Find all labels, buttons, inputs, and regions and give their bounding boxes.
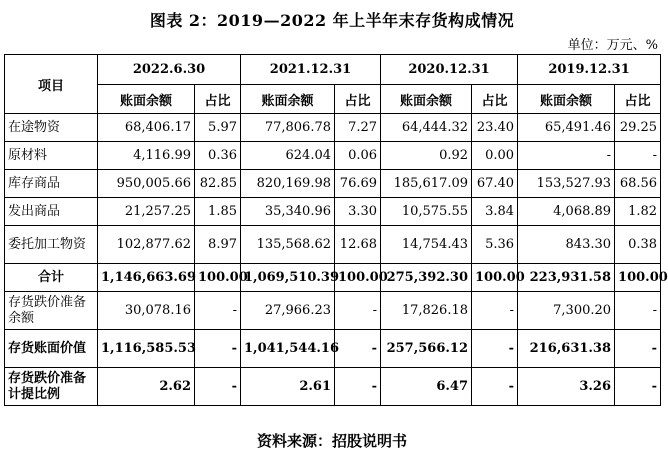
table-row bbox=[5, 330, 661, 368]
cell-value: - bbox=[335, 330, 381, 368]
cell-value: 3.84 bbox=[472, 198, 518, 226]
cell-value: - bbox=[615, 368, 661, 406]
table-row bbox=[5, 114, 661, 142]
cell-value: 100.00 bbox=[195, 264, 241, 292]
cell-value: - bbox=[195, 330, 241, 368]
cell-value: 82.85 bbox=[195, 170, 241, 198]
cell-value: 4,068.89 bbox=[518, 198, 615, 226]
cell-value: 14,754.43 bbox=[381, 226, 472, 264]
cell-value: 2.61 bbox=[241, 368, 335, 406]
inventory-table bbox=[4, 54, 668, 406]
row-label: 在途物资 bbox=[5, 114, 98, 142]
cell-value: 6.47 bbox=[381, 368, 472, 406]
cell-value: - bbox=[335, 368, 381, 406]
cell-value: 77,806.78 bbox=[241, 114, 335, 142]
header-balance: 账面余额 bbox=[518, 85, 615, 114]
header-balance: 账面余额 bbox=[241, 85, 335, 114]
header-row-sub bbox=[5, 85, 661, 114]
table-row bbox=[5, 170, 661, 198]
cell-value: 0.92 bbox=[381, 142, 472, 170]
cell-value: - bbox=[615, 330, 661, 368]
cell-value: 3.26 bbox=[518, 368, 615, 406]
header-period: 2019.12.31 bbox=[518, 55, 661, 85]
cell-value: - bbox=[335, 292, 381, 330]
cell-value: 624.04 bbox=[241, 142, 335, 170]
header-period: 2020.12.31 bbox=[381, 55, 518, 85]
cell-value: 5.97 bbox=[195, 114, 241, 142]
cell-value: 843.30 bbox=[518, 226, 615, 264]
table-row bbox=[5, 142, 661, 170]
cell-value: 100.00 bbox=[335, 264, 381, 292]
cell-value: 223,931.58 bbox=[518, 264, 615, 292]
cell-value: 153,527.93 bbox=[518, 170, 615, 198]
cell-value: 1.85 bbox=[195, 198, 241, 226]
cell-value: 135,568.62 bbox=[241, 226, 335, 264]
table-row bbox=[5, 198, 661, 226]
cell-value: 1,116,585.53 bbox=[98, 330, 195, 368]
cell-value: 4,116.99 bbox=[98, 142, 195, 170]
row-label: 原材料 bbox=[5, 142, 98, 170]
cell-value: 12.68 bbox=[335, 226, 381, 264]
cell-value: 27,966.23 bbox=[241, 292, 335, 330]
header-row-periods bbox=[5, 55, 661, 85]
table-row bbox=[5, 368, 661, 406]
cell-value: - bbox=[195, 292, 241, 330]
cell-value: 102,877.62 bbox=[98, 226, 195, 264]
cell-value: 68.56 bbox=[615, 170, 661, 198]
cell-value: 30,078.16 bbox=[98, 292, 195, 330]
cell-value: 2.62 bbox=[98, 368, 195, 406]
cell-value: 0.06 bbox=[335, 142, 381, 170]
figure-title: 图表 2：2019—2022 年上半年末存货构成情况 bbox=[149, 11, 515, 30]
row-label: 发出商品 bbox=[5, 198, 98, 226]
source-note: 资料来源：招股说明书 bbox=[256, 432, 407, 450]
header-ratio: 占比 bbox=[195, 85, 241, 114]
cell-value: 1.82 bbox=[615, 198, 661, 226]
header-item: 项目 bbox=[5, 55, 98, 114]
cell-value: 950,005.66 bbox=[98, 170, 195, 198]
cell-value: 257,566.12 bbox=[381, 330, 472, 368]
cell-value: - bbox=[472, 292, 518, 330]
cell-value: 216,631.38 bbox=[518, 330, 615, 368]
row-label: 存货跌价准备余额 bbox=[5, 292, 98, 330]
cell-value: 5.36 bbox=[472, 226, 518, 264]
cell-value: 1,146,663.69 bbox=[98, 264, 195, 292]
header-ratio: 占比 bbox=[472, 85, 518, 114]
header-balance: 账面余额 bbox=[98, 85, 195, 114]
cell-value: 820,169.98 bbox=[241, 170, 335, 198]
row-label: 存货跌价准备计提比例 bbox=[5, 368, 98, 406]
cell-value: 100.00 bbox=[472, 264, 518, 292]
cell-value: 35,340.96 bbox=[241, 198, 335, 226]
total-row bbox=[5, 264, 661, 292]
cell-value: 76.69 bbox=[335, 170, 381, 198]
cell-value: 21,257.25 bbox=[98, 198, 195, 226]
cell-value: 0.38 bbox=[615, 226, 661, 264]
cell-value: 23.40 bbox=[472, 114, 518, 142]
cell-value: 0.00 bbox=[472, 142, 518, 170]
header-period: 2022.6.30 bbox=[98, 55, 241, 85]
cell-value: 68,406.17 bbox=[98, 114, 195, 142]
unit-note: 单位：万元、% bbox=[567, 38, 658, 53]
row-label: 委托加工物资 bbox=[5, 226, 98, 264]
table-row bbox=[5, 226, 661, 264]
cell-value: 65,491.46 bbox=[518, 114, 615, 142]
cell-value: 8.97 bbox=[195, 226, 241, 264]
cell-value: 17,826.18 bbox=[381, 292, 472, 330]
cell-value: - bbox=[615, 292, 661, 330]
cell-value: 185,617.09 bbox=[381, 170, 472, 198]
cell-value: 7,300.20 bbox=[518, 292, 615, 330]
header-balance: 账面余额 bbox=[381, 85, 472, 114]
cell-value: - bbox=[615, 142, 661, 170]
cell-value: - bbox=[472, 368, 518, 406]
row-label: 库存商品 bbox=[5, 170, 98, 198]
header-ratio: 占比 bbox=[615, 85, 661, 114]
header-period: 2021.12.31 bbox=[241, 55, 381, 85]
row-label: 存货账面价值 bbox=[5, 330, 98, 368]
cell-value: 67.40 bbox=[472, 170, 518, 198]
cell-value: 3.30 bbox=[335, 198, 381, 226]
cell-value: - bbox=[195, 368, 241, 406]
cell-value: - bbox=[472, 330, 518, 368]
cell-value: 1,041,544.16 bbox=[241, 330, 335, 368]
cell-value: 29.25 bbox=[615, 114, 661, 142]
cell-value: 275,392.30 bbox=[381, 264, 472, 292]
header-ratio: 占比 bbox=[335, 85, 381, 114]
cell-value: 7.27 bbox=[335, 114, 381, 142]
row-label: 合计 bbox=[5, 264, 98, 292]
cell-value: 0.36 bbox=[195, 142, 241, 170]
cell-value: - bbox=[518, 142, 615, 170]
cell-value: 100.00 bbox=[615, 264, 661, 292]
table-row bbox=[5, 292, 661, 330]
cell-value: 10,575.55 bbox=[381, 198, 472, 226]
cell-value: 1,069,510.39 bbox=[241, 264, 335, 292]
cell-value: 64,444.32 bbox=[381, 114, 472, 142]
